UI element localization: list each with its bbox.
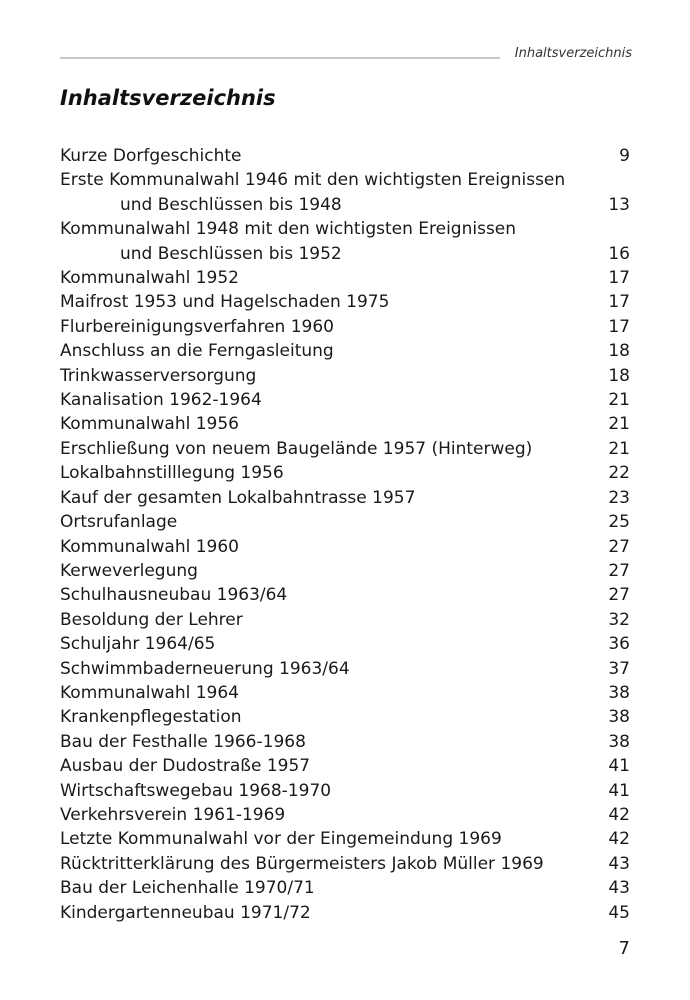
- toc-entry-title: Kommunalwahl 1956: [60, 414, 239, 435]
- toc-entry: [60, 315, 630, 339]
- toc-entry: [60, 803, 630, 827]
- toc-entry: [60, 754, 630, 778]
- toc-entry-page: 27: [608, 585, 630, 606]
- toc-entry: [60, 583, 630, 607]
- toc-entry: [60, 705, 630, 729]
- toc-entry-title: Wirtschaftswegebau 1968-1970: [60, 780, 332, 801]
- toc-entry-title: Anschluss an die Ferngasleitung: [60, 341, 334, 362]
- toc-entry-title: Besoldung der Lehrer: [60, 609, 243, 630]
- toc-entry: [60, 486, 630, 510]
- running-header: [60, 46, 632, 66]
- toc-entry-title: Flurbereinigungsverfahren 1960: [60, 316, 335, 337]
- toc-entry-title: Krankenpflegestation: [60, 707, 242, 728]
- toc-entry: [60, 412, 630, 436]
- toc-entry-page: 23: [608, 487, 630, 508]
- running-header-title: Inhaltsverzeichnis: [514, 46, 632, 61]
- toc-entry-page: 41: [608, 780, 630, 801]
- toc-entry-title: Lokalbahnstilllegung 1956: [60, 463, 284, 484]
- toc-entry-title: Kanalisation 1962-1964: [60, 390, 262, 411]
- toc-entry-title: Kindergartenneubau 1971/72: [60, 902, 311, 923]
- toc-entry-page: 27: [608, 536, 630, 557]
- toc-entry-page: 27: [608, 560, 630, 581]
- toc-entry-page: 38: [608, 707, 630, 728]
- toc-entry-page: 37: [608, 658, 630, 679]
- toc-entry-page: 18: [608, 341, 630, 362]
- toc-entry-title: Schwimmbaderneuerung 1963/64: [60, 658, 350, 679]
- toc-entry: [60, 266, 630, 290]
- toc-entry-title: Kommunalwahl 1960: [60, 536, 239, 557]
- toc-entry-page: 42: [608, 829, 630, 850]
- toc-entry: [60, 681, 630, 705]
- toc-entry: [60, 388, 630, 412]
- toc-entry-title: Ortsrufanlage: [60, 512, 178, 533]
- toc-entry-page: 22: [608, 463, 630, 484]
- toc-entry-page: 9: [619, 146, 630, 166]
- toc-entry-title: Bau der Leichenhalle 1970/71: [60, 878, 315, 899]
- toc-entry-page: 18: [608, 365, 630, 386]
- toc-entry: [60, 290, 630, 314]
- toc-entry-page: 45: [608, 902, 630, 923]
- toc-entry: [60, 144, 630, 168]
- toc-entry-page: 21: [608, 438, 630, 459]
- toc-entry: [60, 339, 630, 363]
- toc-entry: [60, 437, 630, 461]
- toc-entry-page: 17: [608, 268, 630, 289]
- toc-entry: [60, 730, 630, 754]
- toc-entry-page: 43: [608, 853, 630, 874]
- page-number: 7: [618, 938, 630, 959]
- page-title: Inhaltsverzeichnis: [60, 86, 276, 110]
- toc-entry: [60, 779, 630, 803]
- toc-entry-title: Rücktritterklärung des Bürgermeisters Jakob Müller 1969: [60, 853, 544, 874]
- toc-entry-page: 21: [608, 390, 630, 411]
- toc-entry-title: Kurze Dorfgeschichte: [60, 146, 242, 166]
- toc-entry-page: 41: [608, 756, 630, 777]
- toc-entry: [60, 461, 630, 485]
- toc-entry-page: 32: [608, 609, 630, 630]
- toc-entry-title: Kommunalwahl 1948 mit den wichtigsten Ereignissen: [60, 219, 517, 240]
- toc-entry-page: 38: [608, 682, 630, 703]
- table-of-contents: [60, 144, 630, 925]
- toc-entry-title: Verkehrsverein 1961-1969: [60, 804, 286, 825]
- toc-entry-title: Schulhausneubau 1963/64: [60, 585, 288, 606]
- toc-entry-title: Kerweverlegung: [60, 560, 198, 581]
- toc-entry-page: 25: [608, 512, 630, 533]
- toc-entry: [60, 217, 630, 266]
- toc-entry-title: Bau der Festhalle 1966-1968: [60, 731, 306, 752]
- toc-entry: [60, 632, 630, 656]
- toc-entry: [60, 852, 630, 876]
- toc-entry-title: Kauf der gesamten Lokalbahntrasse 1957: [60, 487, 416, 508]
- toc-entry-title: und Beschlüssen bis 1952: [120, 243, 342, 264]
- toc-entry-page: 17: [608, 316, 630, 337]
- toc-entry: [60, 608, 630, 632]
- toc-entry-title: Maifrost 1953 und Hagelschaden 1975: [60, 292, 390, 313]
- toc-entry-title: Kommunalwahl 1952: [60, 268, 239, 289]
- toc-entry: [60, 559, 630, 583]
- toc-entry-page: 16: [608, 243, 630, 264]
- toc-entry-title: Kommunalwahl 1964: [60, 682, 239, 703]
- toc-entry: [60, 657, 630, 681]
- toc-entry-title: Trinkwasserversorgung: [60, 365, 257, 386]
- toc-entry: [60, 827, 630, 851]
- toc-entry-page: 36: [608, 634, 630, 655]
- toc-entry-page: 13: [608, 194, 630, 215]
- toc-entry: [60, 901, 630, 925]
- toc-entry-page: 38: [608, 731, 630, 752]
- toc-entry-page: 43: [608, 878, 630, 899]
- toc-entry-title: Schuljahr 1964/65: [60, 634, 216, 655]
- toc-entry-title: Ausbau der Dudostraße 1957: [60, 756, 311, 777]
- toc-entry-title: Erschließung von neuem Baugelände 1957 (Hinterweg): [60, 438, 533, 459]
- toc-entry: [60, 510, 630, 534]
- toc-entry: [60, 876, 630, 900]
- toc-entry-title: und Beschlüssen bis 1948: [120, 194, 342, 215]
- toc-entry-page: 21: [608, 414, 630, 435]
- toc-entry: [60, 535, 630, 559]
- toc-entry: [60, 168, 630, 217]
- toc-entry-title: Erste Kommunalwahl 1946 mit den wichtigsten Ereignissen: [60, 170, 566, 191]
- toc-entry-page: 17: [608, 292, 630, 313]
- toc-entry-page: 42: [608, 804, 630, 825]
- toc-entry: [60, 364, 630, 388]
- toc-entry-title: Letzte Kommunalwahl vor der Eingemeindung 1969: [60, 829, 502, 850]
- header-rule: [60, 57, 500, 59]
